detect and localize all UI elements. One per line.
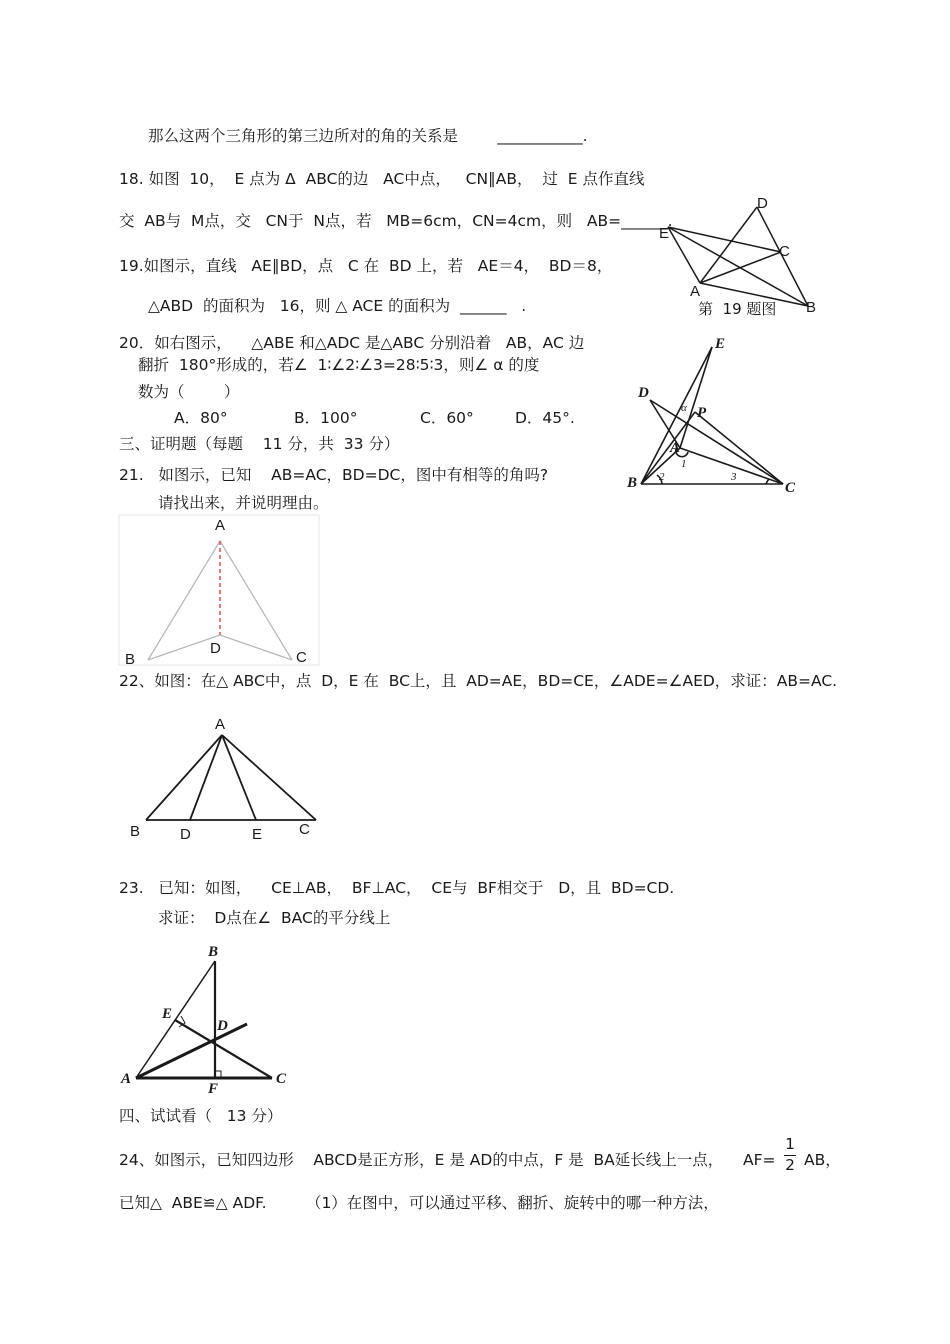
q19-label-e: E <box>659 225 670 242</box>
q20-label-d: D <box>638 385 649 401</box>
q24-line1-a: 24、如图示，已知四边形 ABCD是正方形，E 是 AD的中点，F 是 BA延长线上一点， AF= <box>119 1151 776 1169</box>
q20-option-d: D．45°. <box>515 409 575 427</box>
q19-line2: △ABD 的面积为 16，则 △ ACE 的面积为 ______ . <box>148 297 527 315</box>
q21-label-c: C <box>296 649 307 666</box>
q22-label-b: B <box>130 823 141 840</box>
q23-label-c: C <box>276 1071 287 1087</box>
q23-label-e: E <box>162 1006 173 1022</box>
q19-caption: 第 19 题图 <box>698 300 777 318</box>
q22-label-a: A <box>215 716 226 733</box>
q20-label-e: E <box>715 336 726 352</box>
q19-label-d: D <box>757 195 768 212</box>
q20-option-c: C．60° <box>420 409 474 427</box>
q17-tail-text: 那么这两个三角形的第三边所对的角的关系是 ___________. <box>148 127 588 145</box>
q22-label-e: E <box>252 826 263 843</box>
q24-line1-b: AB， <box>804 1151 841 1169</box>
line-a-d-extended <box>136 1024 247 1078</box>
q24-line2: 已知△ ABE≌△ ADF. （1）在图中，可以通过平移、翻折、旋转中的哪一种方法， <box>119 1194 719 1212</box>
q21-line2: 请找出来，并说明理由。 <box>158 494 329 512</box>
q20-option-b: B．100° <box>294 409 358 427</box>
q18-line2: 交 AB与 M点，交 CN于 N点，若 MB=6cm，CN=4cm，则 AB=______. <box>119 212 673 230</box>
q23-line2: 求证： D点在∠ BAC的平分线上 <box>158 909 391 927</box>
q23-label-b: B <box>208 944 219 960</box>
q19-label-b: B <box>806 299 817 316</box>
q19-label-a: A <box>690 283 701 300</box>
q23-label-d: D <box>217 1018 228 1034</box>
q20-line3: 数为（ ） <box>138 383 240 401</box>
q22-label-d: D <box>180 826 191 843</box>
q23-label-a: A <box>121 1071 132 1087</box>
q20-line1: 20．如右图示， △ABE 和△ADC 是△ABC 分别沿着 AB，AC 边 <box>119 334 585 352</box>
q19-label-c: C <box>779 243 790 260</box>
q23-line1: 23. 已知：如图， CE⊥AB， BF⊥AC， CE与 BF相交于 D，且 BD=CD. <box>119 879 675 897</box>
q20-label-b: B <box>627 475 638 491</box>
q22-line1: 22、如图：在△ ABC中，点 D，E 在 BC上，且 AD=AE，BD=CE，∠ADE=∠AED，求证：AB=AC. <box>119 672 838 690</box>
section-3-heading: 三、证明题（每题 11 分，共 33 分） <box>119 435 400 453</box>
q20-label-angle-2: 2 <box>659 471 665 483</box>
q21-line1: 21. 如图示，已知 AB=AC，BD=DC，图中有相等的角吗? <box>119 466 549 484</box>
q22-label-c: C <box>299 821 310 838</box>
q20-label-angle-3: 3 <box>731 471 737 483</box>
q20-label-alpha: α <box>681 402 687 414</box>
q20-label-c: C <box>785 480 796 496</box>
q24-fraction-denominator: 2 <box>785 1155 795 1174</box>
q20-label-p: P <box>697 405 707 421</box>
q20-line2: 翻折 180°形成的，若∠ 1∶∠2∶∠3=28∶5∶3，则∠ α 的度 <box>138 356 540 374</box>
q21-label-a: A <box>215 517 226 534</box>
q24-fraction-numerator: 1 <box>785 1135 795 1153</box>
q20-label-angle-1: 1 <box>681 458 687 470</box>
q19-line1: 19.如图示，直线 AE∥BD，点 C 在 BD 上，若 AE＝4， BD＝8， <box>119 257 613 275</box>
q18-line1: 18. 如图 10， E 点为 Δ ABC的边 AC中点， CN∥AB， 过 E 点作直线 <box>119 170 645 188</box>
q21-label-b: B <box>125 651 136 668</box>
q23-label-f: F <box>208 1081 219 1097</box>
section-4-heading: 四、试试看（ 13 分） <box>119 1107 283 1125</box>
q21-label-d: D <box>210 640 221 657</box>
q20-option-a: A．80° <box>174 409 228 427</box>
q20-label-a: A <box>670 440 681 456</box>
